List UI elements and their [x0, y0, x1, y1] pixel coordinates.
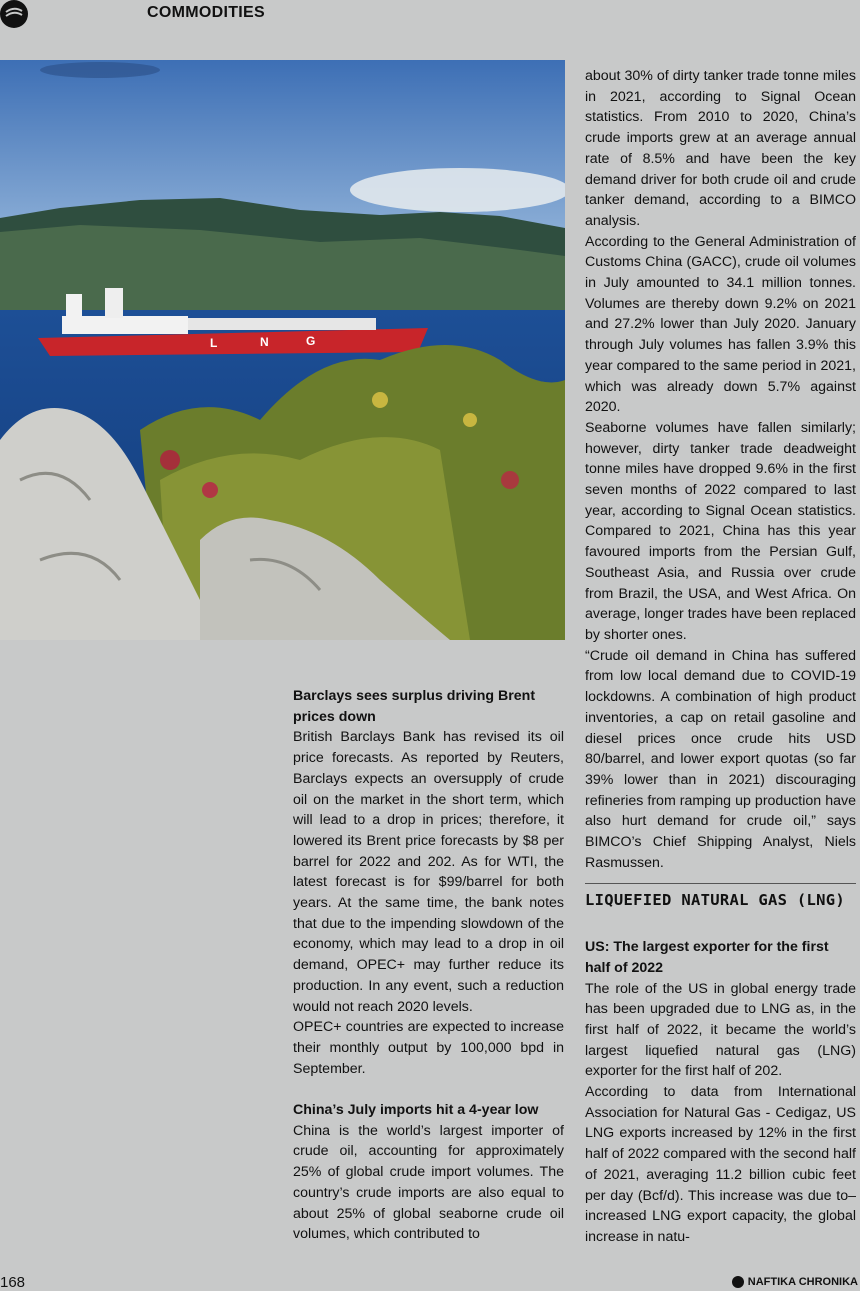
ship-letter: N — [260, 335, 269, 349]
us-paragraph-2: According to data from International Association for Natural Gas - Cedigaz, US LNG exports increased by 12% in the first half of 2022 compared with the second half of 2021, averaging 11.2 billion cubic feet per day (Bcf/d). This increase was due to– increased LNG export capacity, the global increase in natu- — [585, 1084, 856, 1245]
magazine-logo-icon — [0, 0, 28, 28]
brand-name: NAFTIKA CHRONIKA — [747, 1276, 858, 1288]
barclays-heading: Barclays sees surplus driving Brent prices down — [293, 688, 536, 725]
china-paragraph-3: According to the General Administration of Customs China (GACC), crude oil volumes in July amounted to 34.1 million tonnes. Volumes are thereby down 9.2% on 2021 and 27.2% lower than July 2020. January through July volumes has fallen 3.9% this year compared to the same period in 2021, which was already down 5.7% against 2020. — [585, 233, 856, 416]
page-number: 168 — [0, 1274, 26, 1291]
china-paragraph-5: “Crude oil demand in China has suffered from low local demand due to COVID-19 lockdowns. A combination of high product inventories, a cap on retail gasoline and diesel prices once crude hits USD 80/barrel, and lower export quotas (so far 39% lower than in 2021) discouraging refineries from ramping up production have also hurt demand for crude oil,” says BIMCO’s Chief Shipping Analyst, Niels Rasmussen. — [585, 647, 856, 871]
section-title: COMMODITIES — [147, 4, 265, 21]
us-heading: US: The largest exporter for the first half of 2022 — [585, 939, 829, 976]
us-paragraph-1: The role of the US in global energy trade has been upgraded due to LNG as, in the first half of 2022, it became the world’s largest liquefied natural gas (LNG) exporter for the first half of 202. — [585, 980, 856, 1080]
ship-letter: G — [306, 334, 316, 348]
barclays-paragraph-2: OPEC+ countries are expected to increase their monthly output by 100,000 bpd in September. — [293, 1019, 564, 1077]
section-divider — [585, 883, 856, 884]
lng-section-heading: LIQUEFIED NATURAL GAS (LNG) — [585, 891, 846, 910]
china-paragraph-1: China is the world’s largest importer of crude oil, accounting for approximately 25% of global crude import volumes. The country’s crude imports are also equal to about 25% of global seaborne crude oil volumes, which contributed to — [293, 1122, 564, 1243]
footer-brand — [732, 1276, 858, 1288]
brand-logo-icon — [732, 1276, 744, 1288]
article-column-right — [585, 66, 856, 1248]
china-heading: China’s July imports hit a 4-year low — [293, 1102, 539, 1119]
barclays-paragraph-1: British Barclays Bank has revised its oil price forecasts. As reported by Reuters, Barclays expects an oversupply of crude oil on the market in the short term, which will lead to a drop in prices; therefore, it lowered its Brent price forecasts by $8 per barrel for 2022 and 202. As for WTI, the latest forecast is for $99/barrel for both years. At the same time, the bank notes that due to the impending slowdown of the economy, which may lead to a drop in oil demand, OPEC+ may further reduce its production. In any event, such a reduction would not reach 2020 levels. — [293, 729, 564, 1015]
china-paragraph-2: about 30% of dirty tanker trade tonne miles in 2021, according to Signal Ocean statistics. From 2010 to 2020, China’s crude imports grew at an average annual rate of 8.5% and have been the key demand driver for both crude oil and crude tanker demand, according to a BIMCO analysis. — [585, 68, 856, 229]
ship-letter: L — [210, 336, 218, 350]
lng-tanker-photo — [0, 60, 565, 640]
article-column-middle — [293, 686, 564, 1245]
china-paragraph-4: Seaborne volumes have fallen similarly; however, dirty tanker trade deadweight tonne miles have dropped 9.6% in the first seven months of 2022 compared to last year, according to Signal Ocean statistics. Compared to 2021, China has this year favoured imports from the Persian Gulf, Southeast Asia, and Russia over crude from Brazil, the USA, and West Africa. On average, longer trades have been replaced by shorter ones. — [585, 419, 856, 643]
